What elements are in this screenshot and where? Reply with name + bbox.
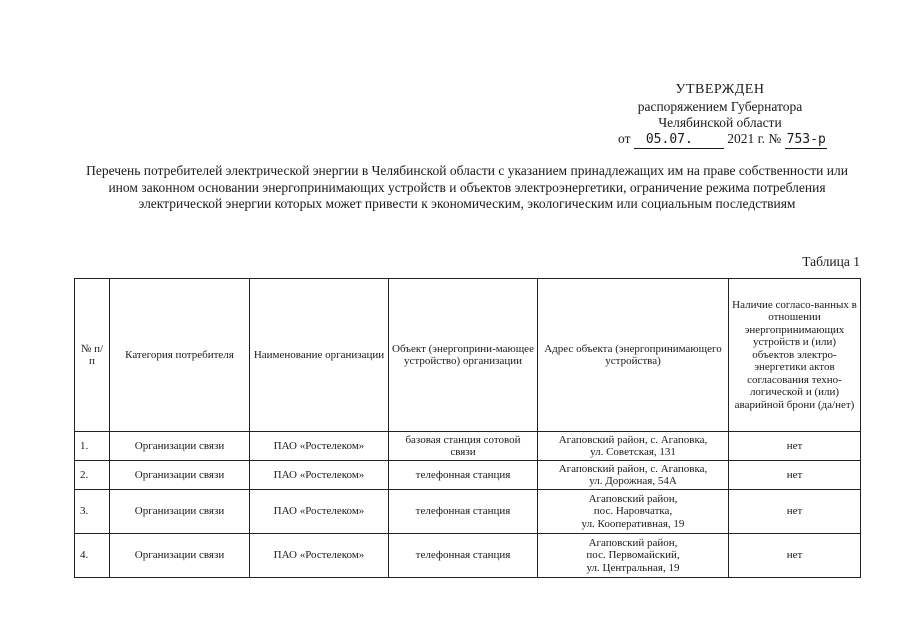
table-row bbox=[75, 432, 861, 461]
address-line: Агаповский район, bbox=[588, 536, 678, 549]
row-approved: нет bbox=[729, 534, 861, 578]
approval-heading: УТВЕРЖДЕН bbox=[675, 82, 765, 97]
row-address bbox=[538, 461, 729, 490]
header-category: Категория потребителя bbox=[110, 279, 250, 432]
approval-year: 2021 г. bbox=[727, 131, 765, 146]
row-object: телефонная станция bbox=[389, 461, 538, 490]
row-category: Организации связи bbox=[110, 490, 250, 534]
row-object: телефонная станция bbox=[389, 534, 538, 578]
address-line: ул. Советская, 131 bbox=[590, 446, 676, 458]
row-num: 1. bbox=[75, 432, 110, 461]
address-line: ул. Центральная, 19 bbox=[586, 561, 680, 574]
table-row bbox=[75, 490, 861, 534]
header-object: Объект (энергоприни-мающее устройство) организации bbox=[389, 279, 538, 432]
row-approved: нет bbox=[729, 490, 861, 534]
row-approved: нет bbox=[729, 432, 861, 461]
row-object: базовая станция сотовой связи bbox=[389, 432, 538, 461]
document-title: Перечень потребителей электрической энергии в Челябинской области с указанием принадлежащих им на праве собственности или ином законном основании энергопринимающих устройств и объектов электроэнергетики, ограничение режима потребления электрической энергии которых может привести к экономическим, экологическим или социальным последствиям bbox=[86, 163, 848, 211]
row-num: 2. bbox=[75, 461, 110, 490]
table-header-row bbox=[75, 279, 861, 432]
address-line: ул. Кооперативная, 19 bbox=[581, 517, 685, 530]
approval-date: 05.07. bbox=[634, 132, 724, 149]
consumers-table bbox=[74, 278, 861, 578]
row-organization: ПАО «Ростелеком» bbox=[250, 534, 389, 578]
row-object: телефонная станция bbox=[389, 490, 538, 534]
row-organization: ПАО «Ростелеком» bbox=[250, 432, 389, 461]
table-label: Таблица 1 bbox=[802, 254, 860, 269]
address-line: Агаповский район, с. Агаповка, bbox=[558, 462, 708, 475]
address-line: Агаповский район, bbox=[588, 492, 678, 505]
approval-line-1: распоряжением Губернатора bbox=[637, 99, 803, 114]
approval-line-2: Челябинской области bbox=[658, 115, 782, 130]
row-num: 3. bbox=[75, 490, 110, 534]
header-address: Адрес объекта (энергопринимающего устройства) bbox=[538, 279, 729, 432]
row-organization: ПАО «Ростелеком» bbox=[250, 490, 389, 534]
approval-number-sign: № bbox=[768, 131, 782, 146]
table-row bbox=[75, 461, 861, 490]
address-line: пос. Первомайский, bbox=[586, 549, 680, 562]
row-category: Организации связи bbox=[110, 461, 250, 490]
row-address bbox=[538, 432, 729, 461]
row-approved: нет bbox=[729, 461, 861, 490]
header-num: № п/п bbox=[75, 279, 110, 432]
row-address bbox=[538, 534, 729, 578]
address-line: Агаповский район, с. Агаповка, bbox=[558, 433, 708, 446]
row-num: 4. bbox=[75, 534, 110, 578]
header-approval-acts: Наличие согласо-ванных в отношении энергопринимающих устройств и (или) объектов электро-энергетики актов согласования техно-логической и (или) аварийной брони (да/нет) bbox=[729, 279, 861, 432]
row-organization: ПАО «Ростелеком» bbox=[250, 461, 389, 490]
address-line: пос. Наровчатка, bbox=[593, 505, 673, 518]
table-row bbox=[75, 534, 861, 578]
row-category: Организации связи bbox=[110, 534, 250, 578]
approval-date-line bbox=[600, 131, 840, 149]
row-address bbox=[538, 490, 729, 534]
address-line: ул. Дорожная, 54А bbox=[589, 475, 677, 487]
approval-block bbox=[600, 82, 840, 149]
approval-number: 753-р bbox=[786, 132, 826, 147]
header-organization: Наименование организации bbox=[250, 279, 389, 432]
row-category: Организации связи bbox=[110, 432, 250, 461]
approval-prefix: от bbox=[618, 131, 631, 146]
